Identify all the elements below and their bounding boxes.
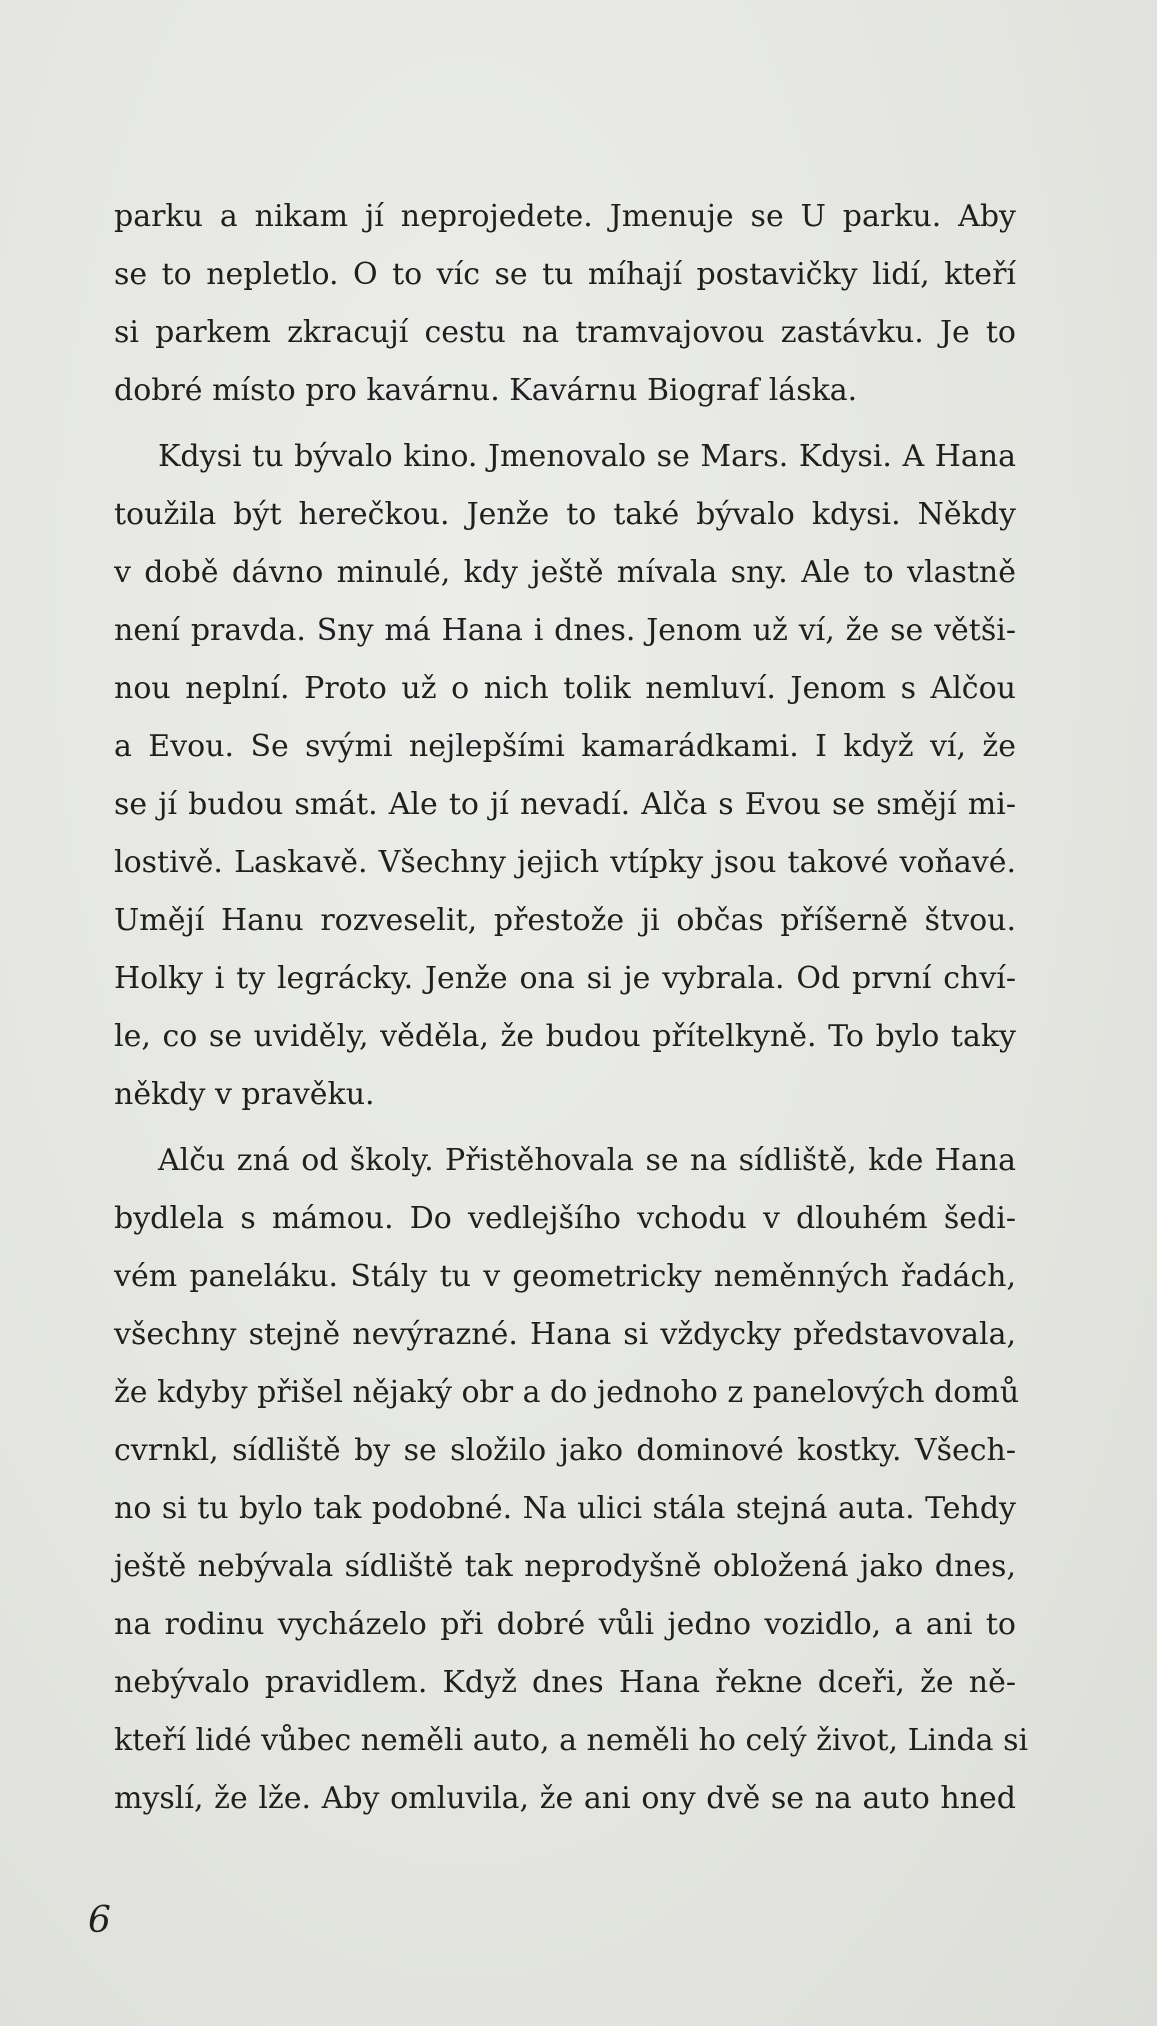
text-line: se to nepletlo. O to víc se tu míhají postavičky lidí, kteří bbox=[114, 257, 1016, 292]
text-line: někdy v pravěku. bbox=[114, 1077, 375, 1112]
text-line: Umějí Hanu rozveselit, přestože ji občas příšerně štvou. bbox=[114, 903, 1016, 938]
paragraph-1 bbox=[114, 188, 1016, 420]
paragraph-2 bbox=[114, 428, 1016, 1124]
text-line: nebývalo pravidlem. Když dnes Hana řekne dceři, že ně- bbox=[114, 1665, 1016, 1700]
body-text bbox=[114, 188, 1029, 1828]
text-line: si parkem zkracují cestu na tramvajovou zastávku. Je to bbox=[114, 315, 1016, 350]
text-line: cvrnkl, sídliště by se složilo jako dominové kostky. Všech- bbox=[114, 1433, 1016, 1468]
text-line: nou neplní. Proto už o nich tolik nemluví. Jenom s Alčou bbox=[114, 671, 1016, 706]
text-line: že kdyby přišel nějaký obr a do jednoho z panelových domů bbox=[114, 1375, 1020, 1410]
text-line: v době dávno minulé, kdy ještě mívala sny. Ale to vlastně bbox=[114, 555, 1016, 590]
text-line: se jí budou smát. Ale to jí nevadí. Alča s Evou se smějí mi- bbox=[114, 787, 1016, 822]
text-line: parku a nikam jí neprojedete. Jmenuje se U parku. Aby bbox=[114, 199, 1016, 234]
text-line: na rodinu vycházelo při dobré vůli jedno vozidlo, a ani to bbox=[114, 1607, 1016, 1642]
text-line: Holky i ty legrácky. Jenže ona si je vybrala. Od první chví- bbox=[114, 961, 1016, 996]
text-line: všechny stejně nevýrazné. Hana si vždycky představovala, bbox=[114, 1317, 1016, 1352]
text-line: vém paneláku. Stály tu v geometricky neměnných řadách, bbox=[114, 1259, 1016, 1294]
page-number: 6 bbox=[88, 1900, 111, 1941]
text-line: no si tu bylo tak podobné. Na ulici stála stejná auta. Tehdy bbox=[114, 1491, 1016, 1526]
text-line: Kdysi tu bývalo kino. Jmenovalo se Mars. Kdysi. A Hana bbox=[158, 439, 1016, 474]
text-line: bydlela s mámou. Do vedlejšího vchodu v dlouhém šedi- bbox=[114, 1201, 1016, 1236]
text-line: kteří lidé vůbec neměli auto, a neměli ho celý život, Linda si bbox=[114, 1723, 1029, 1758]
text-line: ještě nebývala sídliště tak neprodyšně obložená jako dnes, bbox=[114, 1549, 1016, 1584]
text-line: a Evou. Se svými nejlepšími kamarádkami. I když ví, že bbox=[114, 729, 1016, 764]
paragraph-3 bbox=[114, 1132, 1029, 1828]
text-line: toužila být herečkou. Jenže to také bývalo kdysi. Někdy bbox=[114, 497, 1016, 532]
text-line: Alču zná od školy. Přistěhovala se na sídliště, kde Hana bbox=[158, 1143, 1016, 1178]
text-line: dobré místo pro kavárnu. Kavárnu Biograf láska. bbox=[114, 373, 858, 408]
text-line: lostivě. Laskavě. Všechny jejich vtípky jsou takové voňavé. bbox=[114, 845, 1016, 880]
text-line: není pravda. Sny má Hana i dnes. Jenom už ví, že se větši- bbox=[114, 613, 1016, 648]
text-line: le, co se uviděly, věděla, že budou přítelkyně. To bylo taky bbox=[114, 1019, 1016, 1054]
text-line: myslí, že lže. Aby omluvila, že ani ony dvě se na auto hned bbox=[114, 1781, 1016, 1816]
